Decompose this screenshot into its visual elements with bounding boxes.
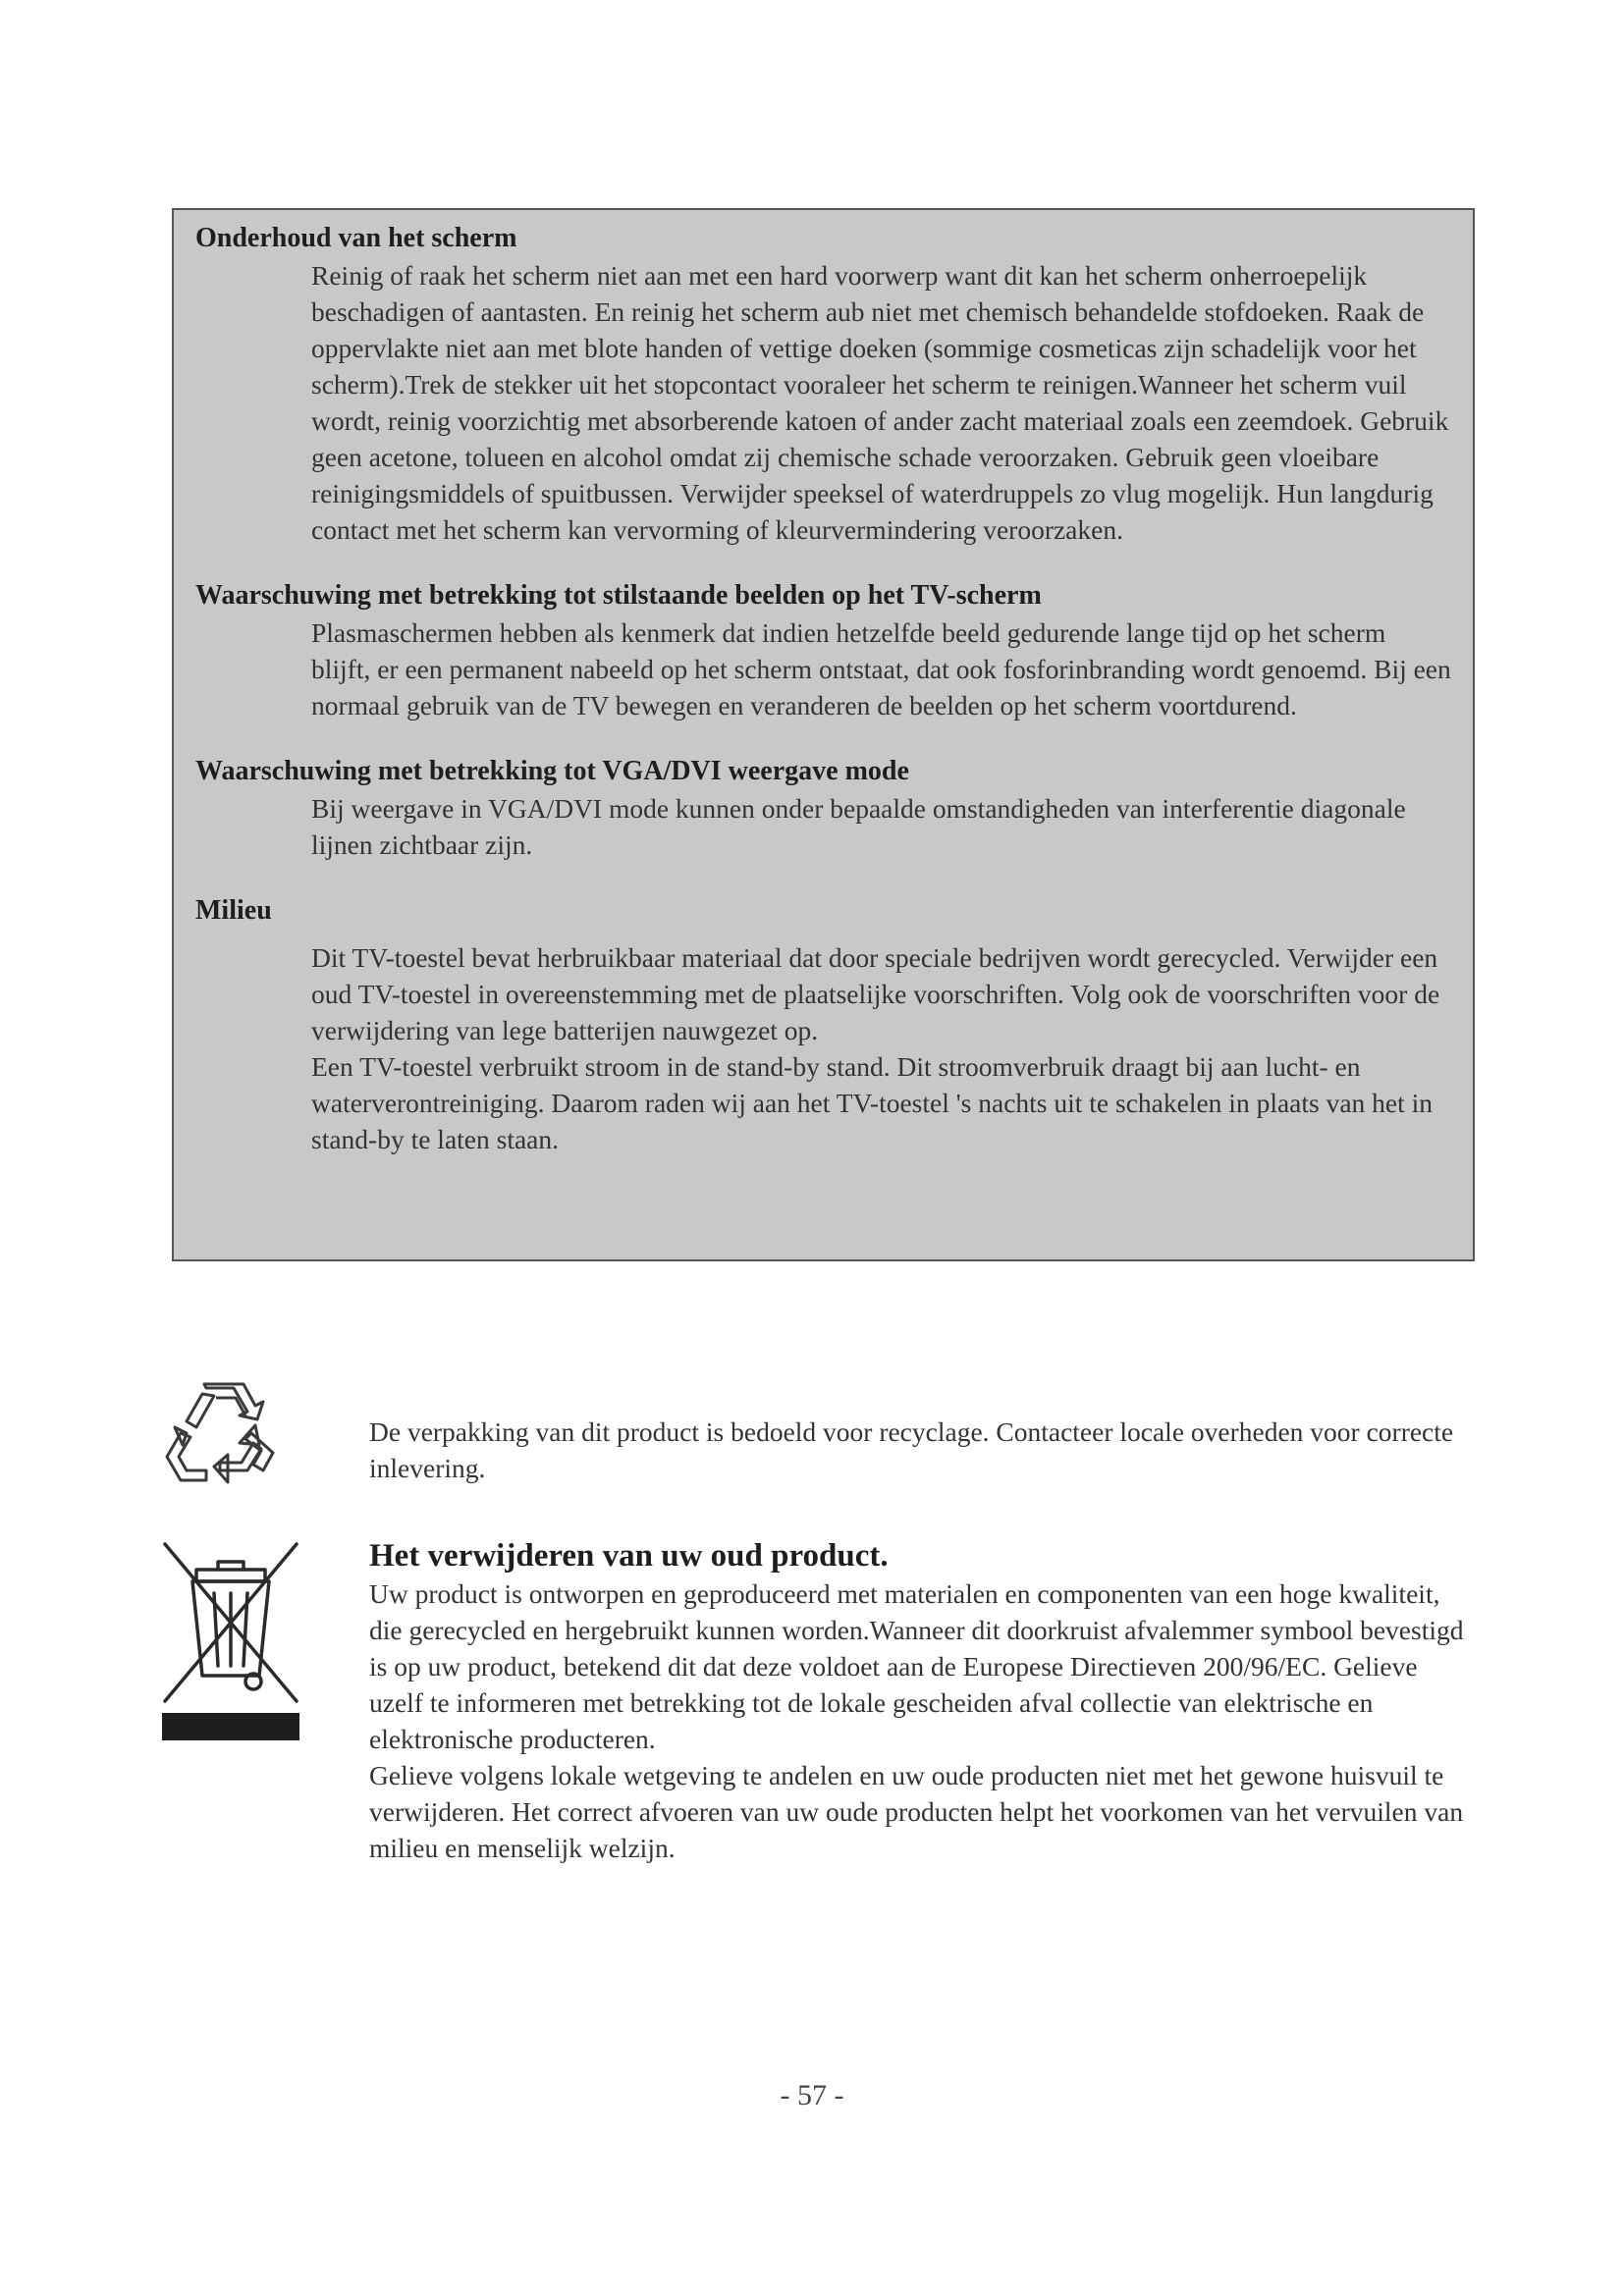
section-text: Bij weergave in VGA/DVI mode kunnen onder bepaalde omstandigheden van interferentie diagonale lijnen zichtbaar zijn. — [311, 793, 1406, 860]
bin-underline-bar — [162, 1713, 299, 1740]
section-environment — [195, 892, 1451, 1157]
section-heading: Waarschuwing met betrekking tot VGA/DVI weergave mode — [195, 756, 909, 786]
page-number: - 57 - — [780, 2079, 844, 2111]
section-heading: Waarschuwing met betrekking tot stilstaande beelden op het TV-scherm — [195, 580, 1042, 611]
recycle-notice — [157, 1374, 1473, 1522]
section-still-image-warning — [195, 577, 1451, 723]
recycle-icon — [157, 1374, 283, 1507]
disposal-notice — [157, 1536, 1473, 1909]
section-text: Plasmaschermen hebben als kenmerk dat indien hetzelfde beeld gedurende lange tijd op het scherm blijft, er een permanent nabeeld op het scherm ontstaat, dat ook fosforinbranding wordt genoemd. Bij een normaal gebruik van de TV bewegen en veranderen de beelden op het scherm voortdurend. — [311, 617, 1451, 721]
recycle-text: De verpakking van dit product is bedoeld voor recyclage. Contacteer locale overheden voor correcte inlevering. — [369, 1416, 1454, 1483]
crossed-out-bin-icon — [157, 1536, 304, 1747]
section-heading: Onderhoud van het scherm — [195, 223, 517, 253]
disposal-text: Uw product is ontworpen en geproduceerd met materialen en componenten van een hoge kwaliteit, die gerecycled en hergebruikt kunnen worden.Wanneer dit doorkruist afvalemmer symbool bevestigd is op uw product, betekend dit dat deze voldoet aan de Europese Directieven 200/96/EC. Gelieve uzelf te informeren met betrekking tot de lokale gescheiden afval collectie van elektrische en elektronische producteren. — [369, 1578, 1464, 1754]
section-screen-maintenance — [195, 220, 1451, 548]
section-text: Dit TV-toestel bevat herbruikbaar materiaal dat door speciale bedrijven wordt gerecycled. Verwijder een oud TV-toestel in overeenstemming met de plaatselijke voorschriften. Volg ook de voorschriften voor de verwijdering van lege batterijen nauwgezet op. — [311, 942, 1440, 1045]
section-heading: Milieu — [195, 895, 272, 926]
disposal-body — [369, 1536, 1473, 1866]
disposal-text-2: Gelieve volgens lokale wetgeving te andelen en uw oude producten niet met het gewone huisvuil te verwijderen. Het correct afvoeren van uw oude producten helpt het voorkomen van het vervuilen van milieu en menselijk welzijn. — [369, 1760, 1464, 1863]
section-text-2: Een TV-toestel verbruikt stroom in de stand-by stand. Dit stroomverbruik draagt bij aan lucht- en waterverontreiniging. Daarom raden wij aan het TV-toestel 's nachts uit te schakelen in plaats van het in stand-by te laten staan. — [311, 1051, 1434, 1154]
disposal-title: Het verwijderen van uw oud product. — [369, 1538, 889, 1574]
section-vga-dvi-warning — [195, 753, 1451, 863]
info-box — [172, 208, 1475, 1261]
section-text: Reinig of raak het scherm niet aan met een hard voorwerp want dit kan het scherm onherroepelijk beschadigen of aantasten. En reinig het scherm aub niet met chemisch behandelde stofdoeken. Raak de oppervlakte niet aan met blote handen of vettige doeken (sommige cosmeticas zijn schadelijk voor het scherm).Trek de stekker uit het stopcontact vooraleer het scherm te reinigen.Wanneer het scherm vuil wordt, reinig voorzichtig met absorberende katoen of ander zacht materiaal zoals een zeemdoek. Gebruik geen acetone, tolueen en alcohol omdat zij chemische schade veroorzaken. Gebruik geen vloeibare reinigingsmiddels of spuitbussen. Verwijder speeksel of waterdruppels zo vlug mogelijk. Hun langdurig contact met het scherm kan vervorming of kleurvermindering veroorzaken. — [311, 260, 1449, 545]
